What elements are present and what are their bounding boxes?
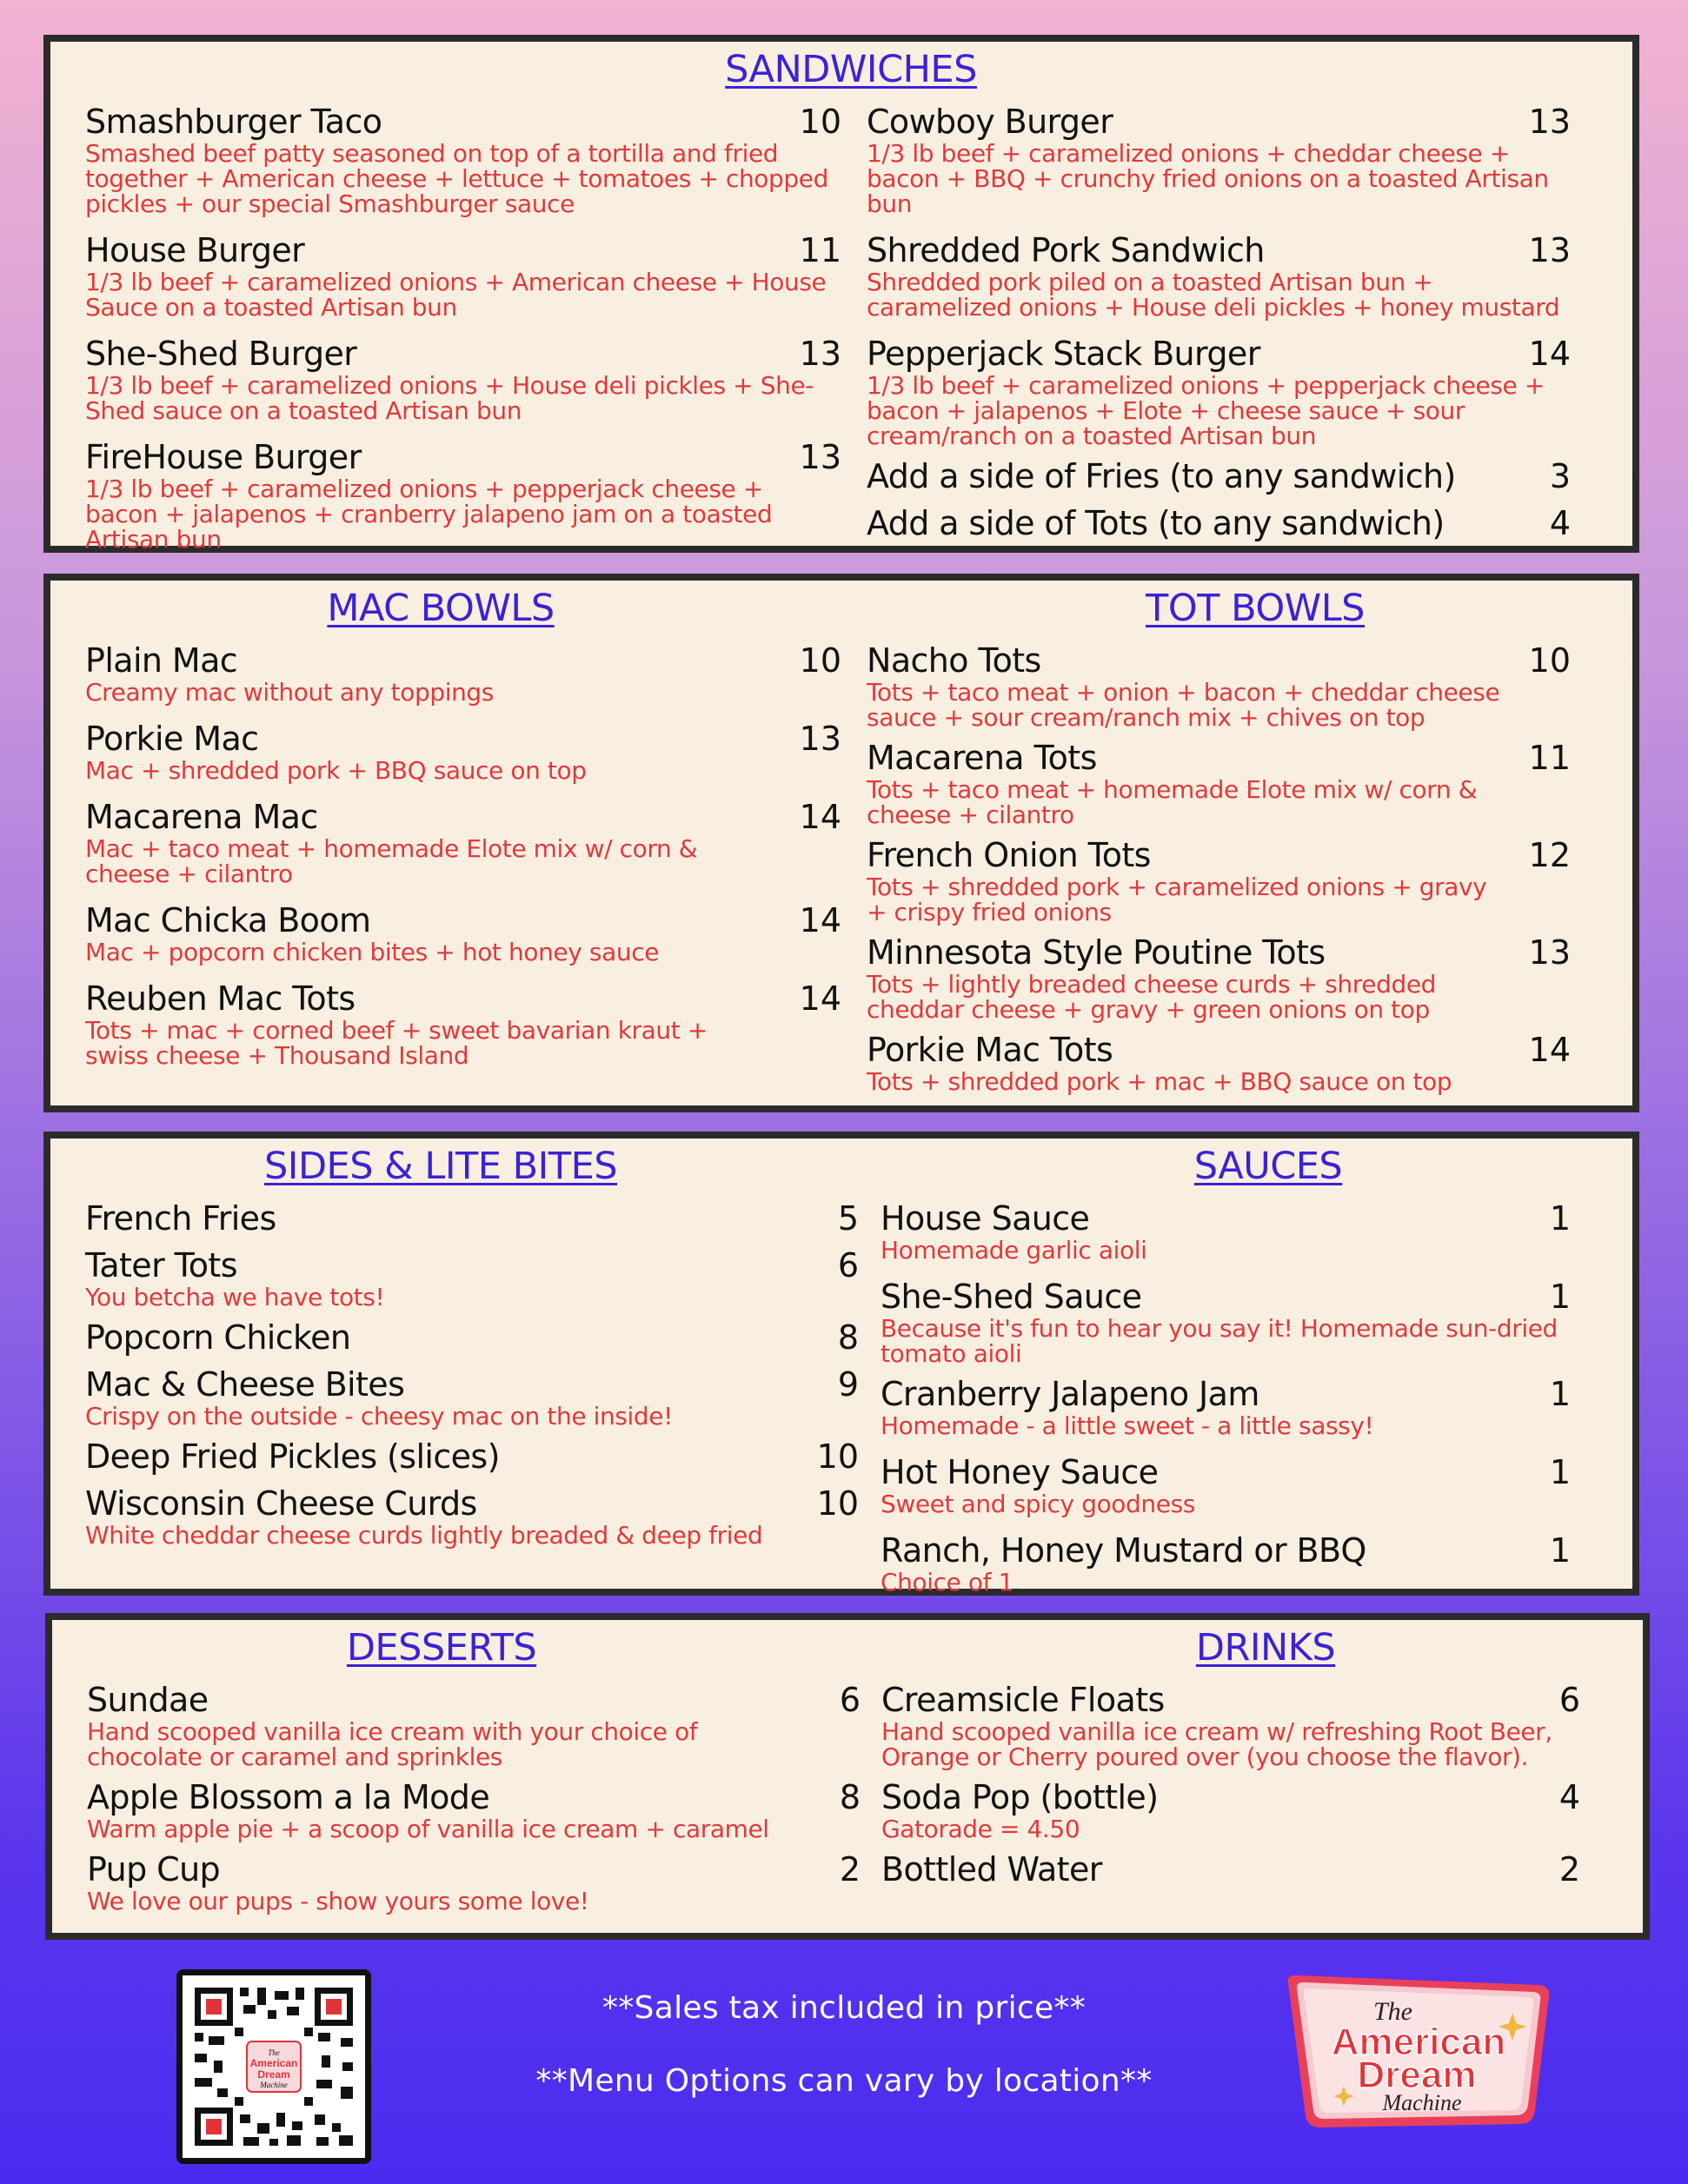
desserts-drinks-panel bbox=[45, 1613, 1650, 1940]
item-name: Creamsicle Floats bbox=[881, 1681, 1165, 1719]
item-price: 14 bbox=[799, 798, 841, 836]
sides-heading: SIDES & LITE BITES bbox=[263, 1145, 618, 1188]
logo-line-1: The bbox=[1373, 1997, 1412, 2026]
drinks-heading: DRINKS bbox=[1195, 1626, 1336, 1670]
item-price: 13 bbox=[1528, 103, 1571, 141]
tot-bowls-heading: TOT BOWLS bbox=[1146, 587, 1365, 630]
item-desc: 1/3 lb beef + caramelized onions + pepperjack cheese + bacon + jalapenos + cranberry jalapeno jam on a toasted Artisan bun bbox=[85, 475, 773, 554]
item-desc: Sweet and spicy goodness bbox=[881, 1490, 1195, 1518]
item-price: 4 bbox=[1549, 504, 1571, 542]
menu-item bbox=[867, 231, 1571, 320]
item-desc: 1/3 lb beef + caramelized onions + House deli pickles + She-Shed sauce on a toasted Artisan bun bbox=[85, 371, 814, 425]
item-desc: Tots + shredded pork + caramelized onions + gravy + crispy fried onions bbox=[867, 873, 1487, 926]
item-desc: Crispy on the outside - cheesy mac on the inside! bbox=[85, 1402, 673, 1431]
drinks-col bbox=[881, 1681, 1580, 1889]
svg-text:The: The bbox=[268, 2048, 280, 2057]
menu-item bbox=[867, 739, 1571, 827]
item-name: House Burger bbox=[85, 231, 305, 269]
menu-item bbox=[87, 1778, 861, 1842]
item-name: Add a side of Tots (to any sandwich) bbox=[867, 504, 1445, 542]
item-desc: Warm apple pie + a scoop of vanilla ice cream + caramel bbox=[87, 1815, 769, 1843]
menu-item bbox=[867, 641, 1571, 730]
item-name: Smashburger Taco bbox=[85, 103, 382, 141]
sandwiches-left-col bbox=[85, 103, 841, 552]
sides-col bbox=[85, 1199, 859, 1548]
menu-item bbox=[85, 798, 841, 886]
item-price: 6 bbox=[837, 1246, 859, 1285]
menu-item bbox=[881, 1850, 1580, 1889]
item-price: 8 bbox=[839, 1778, 861, 1816]
item-name: She-Shed Burger bbox=[85, 335, 357, 373]
item-desc: Homemade - a little sweet - a little sassy! bbox=[881, 1411, 1374, 1440]
item-price: 11 bbox=[1528, 739, 1571, 777]
item-desc: Tots + shredded pork + mac + BBQ sauce on top bbox=[867, 1067, 1452, 1096]
item-price: 1 bbox=[1549, 1278, 1571, 1316]
item-name: Soda Pop (bottle) bbox=[881, 1778, 1159, 1816]
item-desc: Shredded pork piled on a toasted Artisan bun + caramelized onions + House deli pickles + honey mustard bbox=[867, 268, 1560, 322]
item-name: Add a side of Fries (to any sandwich) bbox=[867, 457, 1456, 495]
menu-item bbox=[867, 504, 1571, 542]
american-dream-machine-logo bbox=[1278, 1971, 1556, 2136]
item-desc: White cheddar cheese curds lightly breaded & deep fried bbox=[85, 1521, 763, 1550]
item-name: Macarena Tots bbox=[867, 739, 1097, 777]
item-name: FireHouse Burger bbox=[85, 438, 362, 476]
item-price: 2 bbox=[1558, 1850, 1580, 1889]
menu-item bbox=[85, 1318, 859, 1357]
menu-item bbox=[85, 335, 841, 423]
item-desc: Choice of 1 bbox=[881, 1568, 1014, 1597]
menu-item bbox=[85, 1365, 859, 1429]
item-price: 13 bbox=[799, 438, 841, 476]
item-price: 10 bbox=[799, 103, 841, 141]
item-desc: Mac + shredded pork + BBQ sauce on top bbox=[85, 756, 587, 785]
item-price: 13 bbox=[1528, 933, 1571, 972]
item-name: Macarena Mac bbox=[85, 798, 318, 836]
item-price: 11 bbox=[799, 231, 841, 269]
item-name: French Fries bbox=[85, 1199, 276, 1238]
menu-item bbox=[85, 979, 841, 1068]
item-desc: Hand scooped vanilla ice cream with your choice of chocolate or caramel and sprinkles bbox=[87, 1717, 698, 1771]
item-desc: 1/3 lb beef + caramelized onions + American cheese + House Sauce on a toasted Artisan bun bbox=[85, 268, 827, 322]
item-name: Bottled Water bbox=[881, 1850, 1102, 1889]
item-name: Hot Honey Sauce bbox=[881, 1453, 1159, 1491]
item-desc: Tots + mac + corned beef + sweet bavarian kraut + swiss cheese + Thousand Island bbox=[85, 1016, 708, 1070]
menu-item bbox=[85, 1484, 859, 1548]
svg-text:American: American bbox=[249, 2057, 298, 2069]
item-price: 10 bbox=[816, 1437, 859, 1476]
menu-item bbox=[867, 103, 1571, 216]
menu-item bbox=[867, 836, 1571, 925]
item-name: Pup Cup bbox=[87, 1850, 221, 1889]
item-desc: Gatorade = 4.50 bbox=[881, 1815, 1080, 1843]
item-price: 1 bbox=[1549, 1199, 1571, 1238]
item-name: Porkie Mac Tots bbox=[867, 1031, 1113, 1069]
item-price: 8 bbox=[837, 1318, 859, 1357]
item-name: Sundae bbox=[87, 1681, 209, 1719]
menu-item bbox=[881, 1778, 1580, 1842]
item-price: 14 bbox=[799, 901, 841, 939]
item-name: Nacho Tots bbox=[867, 641, 1041, 680]
item-price: 12 bbox=[1528, 836, 1571, 874]
sandwiches-heading: SANDWICHES bbox=[725, 48, 977, 91]
item-desc: Tots + taco meat + homemade Elote mix w/ corn & cheese + cilantro bbox=[867, 775, 1478, 829]
logo-line-3: Dream bbox=[1357, 2054, 1477, 2096]
item-name: Porkie Mac bbox=[85, 720, 259, 758]
item-name: Plain Mac bbox=[85, 641, 238, 680]
menu-item bbox=[867, 335, 1571, 448]
menu-item bbox=[881, 1453, 1571, 1517]
item-price: 10 bbox=[816, 1484, 859, 1523]
sauces-heading: SAUCES bbox=[1193, 1145, 1343, 1188]
menu-item bbox=[85, 641, 841, 705]
menu-item bbox=[85, 1199, 859, 1238]
sides-sauces-panel bbox=[43, 1132, 1639, 1596]
bowls-panel bbox=[43, 574, 1639, 1112]
item-price: 1 bbox=[1549, 1531, 1571, 1570]
item-name: Mac & Cheese Bites bbox=[85, 1365, 405, 1404]
item-price: 5 bbox=[837, 1199, 859, 1238]
menu-item bbox=[881, 1531, 1571, 1595]
item-desc: You betcha we have tots! bbox=[85, 1283, 385, 1311]
item-price: 13 bbox=[799, 335, 841, 373]
item-desc: Homemade garlic aioli bbox=[881, 1236, 1147, 1265]
item-name: House Sauce bbox=[881, 1199, 1090, 1238]
location-note: **Menu Options can vary by location** bbox=[535, 2063, 1153, 2099]
item-price: 6 bbox=[1558, 1681, 1580, 1719]
item-price: 10 bbox=[799, 641, 841, 680]
item-desc: Hand scooped vanilla ice cream w/ refreshing Root Beer, Orange or Cherry poured over (you choose the flavor). bbox=[881, 1717, 1552, 1771]
sales-tax-note: **Sales tax included in price** bbox=[601, 1990, 1087, 2026]
desserts-heading: DESSERTS bbox=[346, 1626, 537, 1670]
menu-item bbox=[881, 1278, 1571, 1366]
item-name: Wisconsin Cheese Curds bbox=[85, 1484, 477, 1523]
item-price: 1 bbox=[1549, 1375, 1571, 1413]
menu-item bbox=[881, 1199, 1571, 1263]
item-name: Cranberry Jalapeno Jam bbox=[881, 1375, 1259, 1413]
sauces-col bbox=[881, 1199, 1571, 1595]
mac-bowls-heading: MAC BOWLS bbox=[327, 587, 555, 630]
item-price: 10 bbox=[1528, 641, 1571, 680]
item-desc: Mac + taco meat + homemade Elote mix w/ corn & cheese + cilantro bbox=[85, 834, 698, 888]
item-name: Mac Chicka Boom bbox=[85, 901, 371, 939]
tot-bowls-col bbox=[867, 641, 1571, 1094]
menu-item bbox=[85, 1246, 859, 1310]
menu-item bbox=[85, 231, 841, 320]
item-name: Pepperjack Stack Burger bbox=[867, 335, 1260, 373]
item-name: Minnesota Style Poutine Tots bbox=[867, 933, 1326, 972]
menu-item bbox=[85, 438, 841, 552]
item-price: 13 bbox=[799, 720, 841, 758]
svg-text:Machine: Machine bbox=[260, 2081, 288, 2089]
item-desc: Tots + lightly breaded cheese curds + shredded cheddar cheese + gravy + green onions on top bbox=[867, 970, 1437, 1024]
item-desc: 1/3 lb beef + caramelized onions + cheddar cheese + bacon + BBQ + crunchy fried onions on a toasted Artisan bun bbox=[867, 139, 1549, 218]
menu-item bbox=[881, 1681, 1580, 1769]
item-name: Shredded Pork Sandwich bbox=[867, 231, 1265, 269]
menu-item bbox=[85, 901, 841, 965]
item-desc: Mac + popcorn chicken bites + hot honey sauce bbox=[85, 938, 660, 966]
menu-item bbox=[867, 457, 1571, 495]
mac-bowls-col bbox=[85, 641, 841, 1068]
menu-item bbox=[87, 1850, 861, 1914]
logo-line-2: American bbox=[1331, 2021, 1506, 2063]
item-price: 13 bbox=[1528, 231, 1571, 269]
item-name: Apple Blossom a la Mode bbox=[87, 1778, 490, 1816]
item-desc: Because it's fun to hear you say it! Homemade sun-dried tomato aioli bbox=[881, 1314, 1558, 1368]
item-price: 4 bbox=[1558, 1778, 1580, 1816]
item-name: Cowboy Burger bbox=[867, 103, 1113, 141]
logo-line-4: Machine bbox=[1382, 2090, 1462, 2115]
item-desc: Tots + taco meat + onion + bacon + cheddar cheese sauce + sour cream/ranch mix + chives on top bbox=[867, 678, 1500, 732]
item-price: 14 bbox=[1528, 335, 1571, 373]
item-price: 6 bbox=[839, 1681, 861, 1719]
item-price: 3 bbox=[1549, 457, 1571, 495]
item-desc: Creamy mac without any toppings bbox=[85, 678, 494, 707]
menu-item bbox=[87, 1681, 861, 1769]
item-desc: We love our pups - show yours some love! bbox=[87, 1887, 589, 1915]
item-desc: Smashed beef patty seasoned on top of a tortilla and fried together + American cheese + lettuce + tomatoes + chopped pickles + our special Smashburger sauce bbox=[85, 139, 828, 218]
item-price: 14 bbox=[799, 979, 841, 1018]
menu-item bbox=[867, 1031, 1571, 1094]
sandwiches-right-col bbox=[867, 103, 1571, 542]
item-name: Reuben Mac Tots bbox=[85, 979, 356, 1018]
menu-item bbox=[881, 1375, 1571, 1438]
item-name: Popcorn Chicken bbox=[85, 1318, 351, 1357]
item-name: Ranch, Honey Mustard or BBQ bbox=[881, 1531, 1366, 1570]
item-price: 14 bbox=[1528, 1031, 1571, 1069]
svg-text:Dream: Dream bbox=[257, 2068, 290, 2081]
menu-item bbox=[85, 1437, 859, 1476]
item-price: 9 bbox=[837, 1365, 859, 1404]
item-name: She-Shed Sauce bbox=[881, 1278, 1142, 1316]
item-desc: 1/3 lb beef + caramelized onions + pepperjack cheese + bacon + jalapenos + Elote + cheese sauce + sour cream/ranch on a toasted Artisan bun bbox=[867, 371, 1545, 450]
item-price: 1 bbox=[1549, 1453, 1571, 1491]
menu-item bbox=[867, 933, 1571, 1022]
sandwiches-panel bbox=[43, 35, 1639, 553]
menu-item bbox=[85, 720, 841, 783]
menu-item bbox=[85, 103, 841, 216]
item-name: Tater Tots bbox=[85, 1246, 237, 1285]
item-name: French Onion Tots bbox=[867, 836, 1151, 874]
item-name: Deep Fried Pickles (slices) bbox=[85, 1437, 500, 1476]
desserts-col bbox=[87, 1681, 861, 1914]
item-price: 2 bbox=[839, 1850, 861, 1889]
